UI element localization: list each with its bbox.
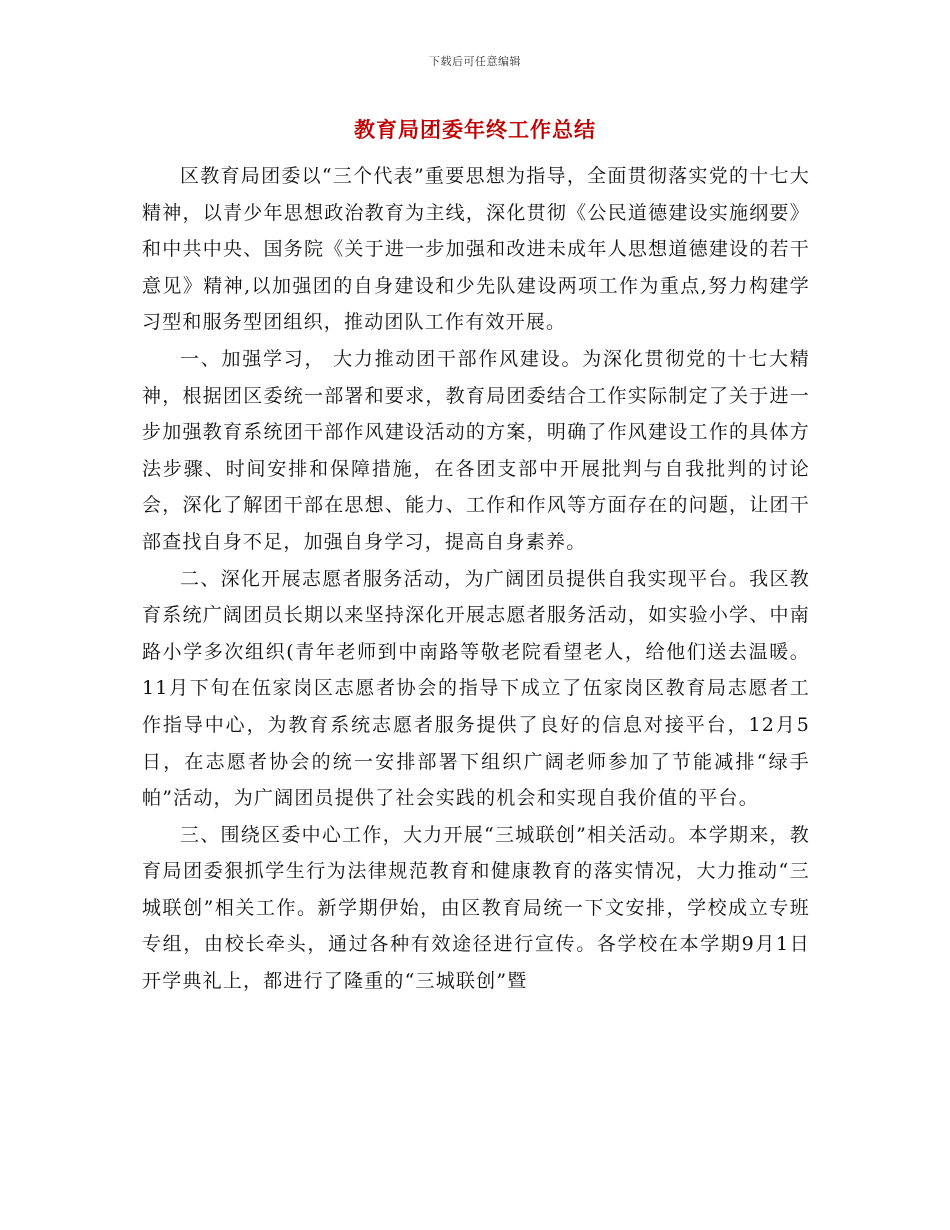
paragraph-intro: 区教育局团委以“三个代表”重要思想为指导，全面贯彻落实党的十七大精神，以青少年思想政治教育为主线，深化贯彻《公民道德建设实施纲要》和中共中央、国务院《关于进一步加强和改进未成年人思想道德建设的若干意见》精神,以加强团的自身建设和少先队建设两项工作为重点,努力构建学习型和服务型团组织，推动团队工作有效开展。	[142, 165, 810, 334]
paragraph-section-3: 三、围绕区委中心工作，大力开展“三城联创”相关活动。本学期来，教育局团委狠抓学生行为法律规范教育和健康教育的落实情况，大力推动“三城联创”相关工作。新学期伊始，由区教育局统一下文安排，学校成立专班专组，由校长牵头，通过各种有效途径进行宣传。各学校在本学期9月1日开学典礼上，都进行了隆重的“三城联创”暨	[142, 823, 810, 993]
paragraph-section-2: 二、深化开展志愿者服务活动，为广阔团员提供自我实现平台。我区教育系统广阔团员长期以来坚持深化开展志愿者服务活动，如实验小学、中南路小学多次组织(青年老师到中南路等敬老院看望老人，给他们送去温暖。11月下旬在伍家岗区志愿者协会的指导下成立了伍家岗区教育局志愿者工作指导中心，为教育系统志愿者服务提供了良好的信息对接平台，12月5日，在志愿者协会的统一安排部署下组织广阔老师参加了节能减排“绿手帕”活动，为广阔团员提供了社会实践的机会和实现自我价值的平台。	[142, 567, 810, 810]
document-title: 教育局团委年终工作总结	[354, 117, 596, 142]
document-body	[142, 158, 810, 1000]
header-note: 下载后可任意编辑	[429, 55, 521, 68]
paragraph-section-1: 一、加强学习， 大力推动团干部作风建设。为深化贯彻党的十七大精神，根据团区委统一部署和要求，教育局团委结合工作实际制定了关于进一步加强教育系统团干部作风建设活动的方案，明确了作风建设工作的具体方法步骤、时间安排和保障措施，在各团支部中开展批判与自我批判的讨论会，深化了解团干部在思想、能力、工作和作风等方面存在的问题，让团干部查找自身不足，加强自身学习，提高自身素养。	[142, 347, 810, 553]
